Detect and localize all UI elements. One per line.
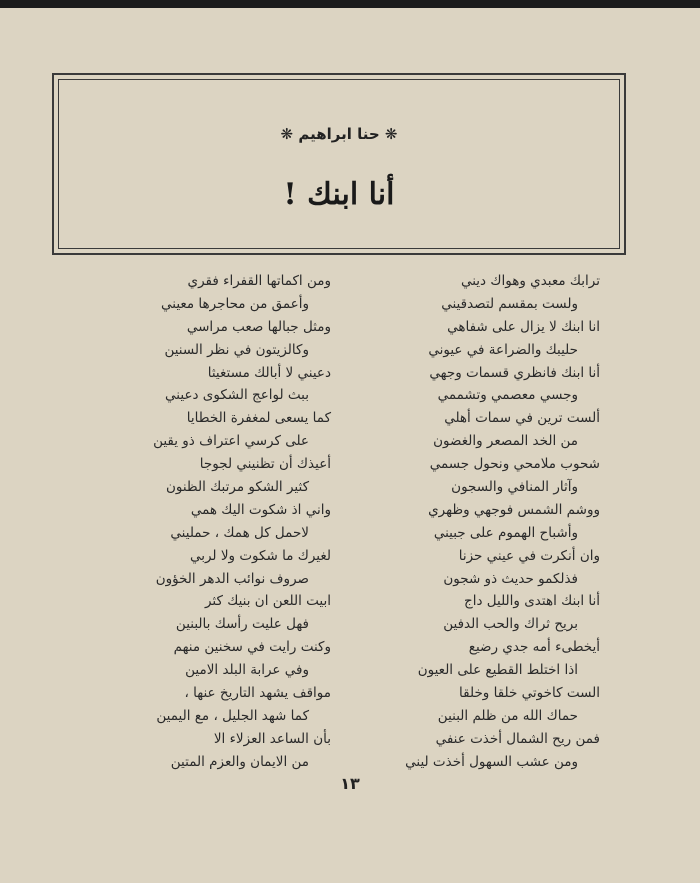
verse-line: حليبك والضراعة في عيوني — [428, 341, 578, 358]
verse-line: دعيني لا أبالك مستغيثا — [207, 364, 331, 381]
verse-line: أعيذك أن تظنيني لجوجا — [199, 456, 331, 473]
verse-line: واني اذ شكوت اليك همي — [190, 501, 331, 518]
author-name: ❋ حنا ابراهيم ❋ — [280, 125, 398, 143]
page-number: ١٣ — [340, 774, 360, 793]
verse-line: ومن اكماتها القفراء فقري — [187, 273, 331, 289]
verse-line: ومن عشب السهول أخذت ليني — [405, 753, 578, 770]
verse-line: كما شهد الجليل ، مع اليمين — [156, 707, 309, 724]
verse-line: حماك الله من ظلم البنين — [437, 707, 578, 724]
magazine-page — [0, 8, 700, 883]
verse-line: أنا ابنك اهتدى والليل داج — [464, 593, 600, 610]
verse-line: الست كاخوتي خلقا وخلقا — [459, 685, 600, 702]
verse-line: كما يسعى لمغفرة الخطايا — [186, 410, 331, 427]
verse-line: اذا اختلط القطيع على العيون — [417, 662, 578, 679]
title-frame — [52, 73, 626, 255]
verse-line: ألست ترين في سمات أهلي — [444, 410, 600, 427]
verse-line: وفي عرابة البلد الامين — [185, 662, 309, 679]
title-frame-inner-border — [58, 79, 620, 249]
verse-line: وآثار المنافي والسجون — [451, 479, 578, 496]
verse-line: شحوب ملامحي ونحول جسمي — [429, 456, 600, 473]
verse-line: وأعمق من محاجرها معيني — [161, 295, 309, 312]
verse-line: أنا ابنك فانظري قسمات وجهي — [429, 364, 600, 381]
verse-line: بريح ثراك والحب الدفين — [443, 616, 578, 633]
poem-column-right — [380, 270, 600, 774]
verse-line: وأشباح الهموم على جبيني — [433, 524, 578, 541]
verse-line: فهل عليت رأسك بالبنين — [175, 616, 309, 633]
verse-line: ووشم الشمس فوجهي وظهري — [428, 501, 600, 518]
verse-line: وجسي معصمي وتشممي — [437, 387, 578, 404]
verse-line: من الخد المصعر والغضون — [433, 433, 578, 450]
verse-line: فمن ريح الشمال أخذت عنفي — [435, 730, 600, 747]
verse-line: وان أنكرت في عيني حزنا — [458, 547, 600, 564]
verse-line: كثير الشكو مرتبك الظنون — [165, 479, 309, 496]
verse-line: من الايمان والعزم المتين — [170, 753, 309, 770]
verse-line: ابيت اللعن ان بنيك كثر — [204, 593, 331, 610]
verse-line: ببث لواعج الشكوى دعيني — [165, 387, 309, 404]
verse-line: بأن الساعد العزلاء الا — [213, 730, 331, 747]
verse-line: لاحمل كل همك ، حمليني — [170, 524, 309, 541]
verse-line: فذلكمو حديث ذو شجون — [443, 570, 578, 587]
verse-line: ولست بمقسم لتصدقيني — [441, 295, 578, 312]
verse-line: ترابك معبدي وهواك ديني — [460, 273, 600, 289]
verse-line: مواقف يشهد التاريخ عنها ، — [184, 685, 331, 702]
poem-column-left — [86, 270, 331, 774]
verse-line: وكالزيتون في نظر السنين — [164, 341, 309, 358]
verse-line: لغيرك ما شكوت ولا لربي — [189, 547, 331, 564]
verse-line: انا ابنك لا يزال على شفاهي — [447, 318, 600, 335]
verse-line: ومثل جبالها صعب مراسي — [186, 318, 331, 335]
verse-line: على كرسي اعتراف ذو يقين — [153, 433, 309, 450]
verse-line: صروف نوائب الدهر الخؤون — [155, 570, 309, 587]
poem-title: أنا ابنك ! — [283, 177, 395, 212]
verse-line: وكنت رايت في سخنين منهم — [173, 639, 331, 656]
verse-line: أيخطىء أمه جدي رضيع — [468, 639, 600, 656]
